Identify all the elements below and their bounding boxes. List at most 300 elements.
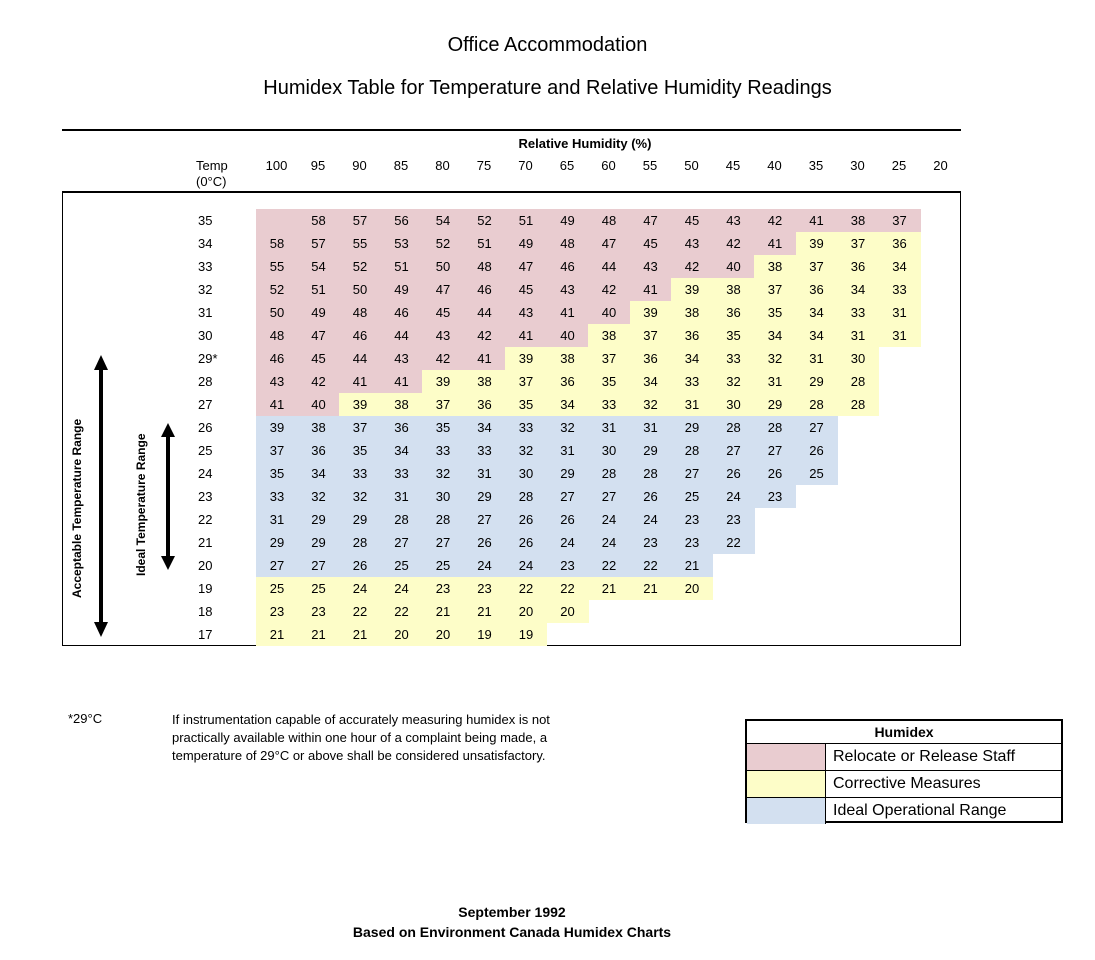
humidex-cell: 24: [630, 508, 672, 531]
humidex-table-frame: [62, 129, 961, 646]
temp-row-label: 20: [198, 558, 213, 573]
humidex-cell: 40: [713, 255, 755, 278]
humidex-cell: 33: [837, 301, 879, 324]
humidex-cell: 23: [713, 508, 755, 531]
humidex-cell: 24: [588, 531, 630, 554]
humidex-cell: 20: [505, 600, 547, 623]
humidex-cell: 31: [671, 393, 713, 416]
humidex-cell: 49: [547, 209, 589, 232]
humidex-cell: 36: [298, 439, 340, 462]
humidex-cell: 33: [879, 278, 921, 301]
humidex-cell: 38: [547, 347, 589, 370]
humidex-cell: 51: [381, 255, 423, 278]
humidex-cell: 32: [754, 347, 796, 370]
humidex-cell: 34: [796, 324, 838, 347]
rh-column-header: 55: [642, 158, 658, 173]
temp-row-label: 23: [198, 489, 213, 504]
humidex-cell: 32: [339, 485, 381, 508]
humidex-cell: 30: [837, 347, 879, 370]
humidex-cell: 22: [713, 531, 755, 554]
humidex-cell: 26: [505, 508, 547, 531]
humidex-cell: 58: [256, 232, 298, 255]
humidex-cell: 45: [298, 347, 340, 370]
humidex-cell: 40: [298, 393, 340, 416]
humidex-cell: 39: [422, 370, 464, 393]
humidex-cell: 50: [422, 255, 464, 278]
humidex-cell: 25: [671, 485, 713, 508]
humidex-cell: 24: [505, 554, 547, 577]
temp-row-label: 34: [198, 236, 213, 251]
humidex-cell: 27: [464, 508, 506, 531]
humidex-cell: 20: [547, 600, 589, 623]
humidex-cell: 36: [879, 232, 921, 255]
temp-header-line2: (0°C): [196, 174, 227, 189]
rh-column-header: 35: [808, 158, 824, 173]
humidex-cell: 49: [381, 278, 423, 301]
humidex-cell: 48: [464, 255, 506, 278]
humidex-cell: 31: [381, 485, 423, 508]
humidex-cell: 32: [298, 485, 340, 508]
humidex-cell: 41: [754, 232, 796, 255]
humidex-cell: 47: [298, 324, 340, 347]
humidex-cell: 37: [796, 255, 838, 278]
humidex-cell: 32: [713, 370, 755, 393]
humidex-cell: 46: [256, 347, 298, 370]
humidex-cell: 33: [671, 370, 713, 393]
humidex-cell: 52: [422, 232, 464, 255]
legend-label-relocate: Relocate or Release Staff: [833, 748, 1016, 765]
humidex-cell: 45: [630, 232, 672, 255]
humidex-legend: [745, 719, 1063, 823]
humidex-cell: 27: [547, 485, 589, 508]
humidex-cell: 50: [256, 301, 298, 324]
humidex-cell: 51: [464, 232, 506, 255]
footer-source: Based on Environment Canada Humidex Charts: [352, 924, 672, 940]
humidex-cell: 26: [796, 439, 838, 462]
humidex-cell: 31: [630, 416, 672, 439]
rh-column-header: 70: [518, 158, 533, 173]
humidex-cell: 24: [547, 531, 589, 554]
humidex-cell: 58: [298, 209, 340, 232]
humidex-cell: 49: [505, 232, 547, 255]
humidex-cell: 30: [588, 439, 630, 462]
humidex-cell: 39: [339, 393, 381, 416]
humidex-cell: 44: [588, 255, 630, 278]
temp-row-label: 29*: [198, 351, 218, 366]
humidex-cell: 44: [339, 347, 381, 370]
humidex-cell: 28: [713, 416, 755, 439]
humidex-cell: 37: [339, 416, 381, 439]
rh-column-header: 30: [850, 158, 865, 173]
humidex-cell: 23: [547, 554, 589, 577]
humidex-cell: 34: [879, 255, 921, 278]
humidex-cell: 25: [422, 554, 464, 577]
humidex-cell: 34: [671, 347, 713, 370]
temp-row-label: 31: [198, 305, 213, 320]
humidex-cell: 40: [547, 324, 589, 347]
humidex-cell: 20: [671, 577, 713, 600]
humidex-cell: 28: [422, 508, 464, 531]
humidex-cell: 38: [588, 324, 630, 347]
humidex-cell: 39: [796, 232, 838, 255]
humidex-cell: 28: [671, 439, 713, 462]
humidex-cell: 22: [588, 554, 630, 577]
humidex-cell: 29: [298, 508, 340, 531]
humidex-cell: 41: [547, 301, 589, 324]
humidex-cell: 35: [588, 370, 630, 393]
humidex-cell: 21: [298, 623, 340, 646]
humidex-cell: 41: [256, 393, 298, 416]
temp-row-label: 26: [198, 420, 213, 435]
humidex-cell: 23: [256, 600, 298, 623]
legend-item-relocate: [747, 744, 1061, 771]
humidex-cell: 39: [505, 347, 547, 370]
humidex-cell: 22: [505, 577, 547, 600]
humidex-cell: 35: [505, 393, 547, 416]
humidex-cell: 39: [256, 416, 298, 439]
legend-item-ideal: [747, 798, 1061, 824]
humidex-cell: 26: [630, 485, 672, 508]
acceptable-range-label: Acceptable Temperature Range: [70, 418, 84, 598]
humidex-cell: 56: [381, 209, 423, 232]
humidex-cell: 35: [713, 324, 755, 347]
humidex-cell: 31: [837, 324, 879, 347]
humidex-cell: 28: [339, 531, 381, 554]
humidex-cell: 27: [713, 439, 755, 462]
humidex-cell: 37: [837, 232, 879, 255]
table-border-left: [62, 191, 63, 646]
humidex-cell: 34: [837, 278, 879, 301]
humidex-cell: 35: [754, 301, 796, 324]
humidex-cell: 44: [464, 301, 506, 324]
rh-column-header: 65: [559, 158, 575, 173]
rh-column-header: 95: [310, 158, 326, 173]
temp-row-label: 19: [198, 581, 213, 596]
humidex-cell: 36: [671, 324, 713, 347]
humidex-cell: 21: [588, 577, 630, 600]
humidex-cell: 44: [381, 324, 423, 347]
humidex-cell: 27: [298, 554, 340, 577]
humidex-cell: 42: [588, 278, 630, 301]
humidex-cell: 26: [339, 554, 381, 577]
humidex-cell: 27: [671, 462, 713, 485]
humidex-cell: 47: [588, 232, 630, 255]
humidex-cell: 36: [796, 278, 838, 301]
rh-column-header: 85: [393, 158, 409, 173]
humidex-cell: 38: [837, 209, 879, 232]
humidex-cell: 37: [588, 347, 630, 370]
humidex-cell: 26: [713, 462, 755, 485]
humidex-cell: 48: [547, 232, 589, 255]
humidex-cell: 27: [381, 531, 423, 554]
humidex-cell: 19: [505, 623, 547, 646]
humidex-cell: 26: [754, 462, 796, 485]
humidex-cell: 48: [588, 209, 630, 232]
humidex-cell: 32: [630, 393, 672, 416]
humidex-cell: 36: [713, 301, 755, 324]
humidex-cell: 32: [422, 462, 464, 485]
humidex-cell: 33: [588, 393, 630, 416]
rh-column-header: 75: [476, 158, 492, 173]
humidex-cell: 52: [464, 209, 506, 232]
humidex-cell: 28: [588, 462, 630, 485]
temp-row-label: 35: [198, 213, 213, 228]
page-subtitle: Humidex Table for Temperature and Relative Humidity Readings: [263, 77, 832, 99]
humidex-cell: 33: [713, 347, 755, 370]
humidex-cell: 30: [713, 393, 755, 416]
humidex-cell: 24: [464, 554, 506, 577]
legend-label-corrective: Corrective Measures: [833, 775, 981, 792]
humidex-cell: 31: [754, 370, 796, 393]
humidex-cell: 21: [422, 600, 464, 623]
humidex-cell: 26: [505, 531, 547, 554]
humidex-cell: 46: [339, 324, 381, 347]
humidex-cell: 41: [796, 209, 838, 232]
humidex-cell: 37: [879, 209, 921, 232]
table-border-right: [960, 191, 961, 646]
humidex-cell: 49: [298, 301, 340, 324]
humidex-cell: 39: [671, 278, 713, 301]
legend-swatch-ideal: [747, 798, 826, 824]
relative-humidity-header: Relative Humidity (%): [518, 136, 652, 151]
humidex-cell: 33: [505, 416, 547, 439]
humidex-cell: 45: [422, 301, 464, 324]
humidex-cell: 36: [464, 393, 506, 416]
humidex-cell: 22: [630, 554, 672, 577]
humidex-cell: 21: [630, 577, 672, 600]
temp-row-label: 32: [198, 282, 213, 297]
humidex-cell: 28: [630, 462, 672, 485]
humidex-cell: 36: [630, 347, 672, 370]
page-title: Office Accommodation: [447, 34, 648, 56]
humidex-cell: 46: [464, 278, 506, 301]
humidex-cell: 46: [547, 255, 589, 278]
humidex-cell: 21: [671, 554, 713, 577]
humidex-cell: 29: [671, 416, 713, 439]
humidex-cell: 55: [339, 232, 381, 255]
humidex-cell: 19: [464, 623, 506, 646]
humidex-cell: 29: [464, 485, 506, 508]
humidex-cell: 34: [547, 393, 589, 416]
humidex-cell: 29: [256, 531, 298, 554]
humidex-cell: 41: [381, 370, 423, 393]
table-border-bottom: [62, 645, 961, 646]
humidex-cell: 34: [464, 416, 506, 439]
humidex-cell: 37: [505, 370, 547, 393]
humidex-cell: 34: [298, 462, 340, 485]
footnote-mark: *29°C: [68, 711, 103, 726]
humidex-cell: 30: [422, 485, 464, 508]
humidex-cell: 39: [630, 301, 672, 324]
humidex-cell: 31: [547, 439, 589, 462]
humidex-cell: 35: [256, 462, 298, 485]
humidex-cell: 32: [547, 416, 589, 439]
humidex-cell: 21: [256, 623, 298, 646]
humidex-cell: 24: [588, 508, 630, 531]
humidex-cell: 53: [381, 232, 423, 255]
humidex-cell: 37: [256, 439, 298, 462]
rh-column-header: 80: [435, 158, 450, 173]
humidex-cell: 31: [464, 462, 506, 485]
humidex-cell: 41: [339, 370, 381, 393]
humidex-cell: 21: [339, 623, 381, 646]
temp-row-label: 30: [198, 328, 213, 343]
humidex-cell: 23: [671, 508, 713, 531]
humidex-cell: 38: [298, 416, 340, 439]
humidex-cell: 24: [713, 485, 755, 508]
humidex-cell: 30: [505, 462, 547, 485]
rh-column-header: 50: [684, 158, 699, 173]
humidex-cell: 38: [464, 370, 506, 393]
humidex-cell: 43: [547, 278, 589, 301]
footnote-text: If instrumentation capable of accurately measuring humidex is not practically available within one hour of a complaint being made, a temperature of 29°C or above shall be considered unsatisfactory.: [172, 712, 550, 763]
humidex-cell: 35: [422, 416, 464, 439]
humidex-cell: 28: [796, 393, 838, 416]
humidex-cell: 57: [339, 209, 381, 232]
humidex-cell: 33: [381, 462, 423, 485]
humidex-cell: 37: [754, 278, 796, 301]
humidex-cell: 34: [796, 301, 838, 324]
humidex-cell: 22: [547, 577, 589, 600]
humidex-cell: 33: [256, 485, 298, 508]
humidex-cell: 23: [298, 600, 340, 623]
humidex-cell: 41: [464, 347, 506, 370]
temp-column-header: [196, 158, 228, 190]
humidex-cell: 43: [630, 255, 672, 278]
humidex-cell: 31: [256, 508, 298, 531]
humidex-cell: 50: [339, 278, 381, 301]
legend-item-corrective: [747, 771, 1061, 798]
legend-title: Humidex: [747, 721, 1061, 744]
temp-row-label: 22: [198, 512, 213, 527]
humidex-cell: 29: [339, 508, 381, 531]
temp-row-label: 33: [198, 259, 213, 274]
rh-column-header: 20: [933, 158, 948, 173]
legend-swatch-relocate: [747, 744, 826, 770]
humidex-cell: 43: [256, 370, 298, 393]
humidex-cell: 41: [630, 278, 672, 301]
humidex-cell: 52: [339, 255, 381, 278]
temp-row-label: 25: [198, 443, 213, 458]
humidex-cell: 20: [381, 623, 423, 646]
humidex-cell: 31: [879, 324, 921, 347]
humidex-cell: 27: [256, 554, 298, 577]
humidex-cell: 34: [630, 370, 672, 393]
humidex-cell: 38: [381, 393, 423, 416]
humidex-cell: 25: [796, 462, 838, 485]
rh-column-header: 40: [767, 158, 782, 173]
humidex-cell: 38: [671, 301, 713, 324]
humidex-cell: 47: [630, 209, 672, 232]
legend-label-ideal: Ideal Operational Range: [833, 802, 1007, 819]
humidex-cell: 33: [422, 439, 464, 462]
humidex-cell: 23: [422, 577, 464, 600]
humidex-cell: 36: [547, 370, 589, 393]
humidex-cell: 28: [505, 485, 547, 508]
humidex-cell: 43: [422, 324, 464, 347]
humidex-cell: 55: [256, 255, 298, 278]
humidex-cell: 43: [505, 301, 547, 324]
humidex-cell: 42: [754, 209, 796, 232]
humidex-cell: 35: [339, 439, 381, 462]
top-rule: [62, 129, 961, 131]
humidex-cell: 28: [837, 393, 879, 416]
humidex-cell: 48: [256, 324, 298, 347]
humidex-cell: 25: [256, 577, 298, 600]
humidex-cell: 42: [671, 255, 713, 278]
humidex-cell: 38: [754, 255, 796, 278]
humidex-cell: 23: [754, 485, 796, 508]
temp-row-label: 27: [198, 397, 213, 412]
humidex-cell: 51: [505, 209, 547, 232]
humidex-cell: 54: [422, 209, 464, 232]
humidex-cell: 26: [464, 531, 506, 554]
humidex-cell: 36: [381, 416, 423, 439]
humidex-cell: 24: [339, 577, 381, 600]
rh-column-header: 45: [725, 158, 741, 173]
humidex-cell: 34: [381, 439, 423, 462]
rh-column-header: 60: [601, 158, 616, 173]
rh-column-header: 100: [265, 158, 288, 173]
humidex-cell: 47: [422, 278, 464, 301]
humidex-cell: 37: [422, 393, 464, 416]
humidex-cell: 27: [588, 485, 630, 508]
humidex-cell: 29: [796, 370, 838, 393]
humidex-cell: 40: [588, 301, 630, 324]
humidex-cell: 22: [381, 600, 423, 623]
humidex-cell: 34: [754, 324, 796, 347]
temp-row-label: 18: [198, 604, 213, 619]
humidex-cell: 43: [381, 347, 423, 370]
humidex-cell: 45: [671, 209, 713, 232]
humidex-cell: 43: [671, 232, 713, 255]
humidex-cell: 27: [422, 531, 464, 554]
temp-row-label: 17: [198, 627, 213, 642]
humidex-cell: 42: [422, 347, 464, 370]
humidex-cell: 24: [381, 577, 423, 600]
humidex-cell: 45: [505, 278, 547, 301]
temp-row-label: 28: [198, 374, 213, 389]
humidex-cell: 57: [298, 232, 340, 255]
humidex-cell: 21: [464, 600, 506, 623]
humidex-cell: 23: [671, 531, 713, 554]
humidex-cell: 37: [630, 324, 672, 347]
humidex-cell: 23: [630, 531, 672, 554]
temp-row-label: 21: [198, 535, 213, 550]
humidex-cell: 47: [505, 255, 547, 278]
humidex-cell: 29: [547, 462, 589, 485]
footer-date: September 1992: [458, 904, 566, 920]
humidex-cell: 33: [464, 439, 506, 462]
humidex-cell: 29: [754, 393, 796, 416]
humidex-cell: 38: [713, 278, 755, 301]
humidex-cell: 23: [464, 577, 506, 600]
legend-swatch-corrective: [747, 771, 826, 797]
humidex-cell: 22: [339, 600, 381, 623]
humidex-cell: 42: [713, 232, 755, 255]
humidex-cell: 29: [298, 531, 340, 554]
humidex-cell: 25: [381, 554, 423, 577]
humidex-cell: 42: [464, 324, 506, 347]
humidex-cell: 28: [837, 370, 879, 393]
humidex-cell: 52: [256, 278, 298, 301]
humidex-cell: 33: [339, 462, 381, 485]
humidex-cell: 28: [381, 508, 423, 531]
humidex-cell: 51: [298, 278, 340, 301]
humidex-cell: 54: [298, 255, 340, 278]
humidex-cell: 27: [754, 439, 796, 462]
header-rule: [62, 191, 961, 193]
